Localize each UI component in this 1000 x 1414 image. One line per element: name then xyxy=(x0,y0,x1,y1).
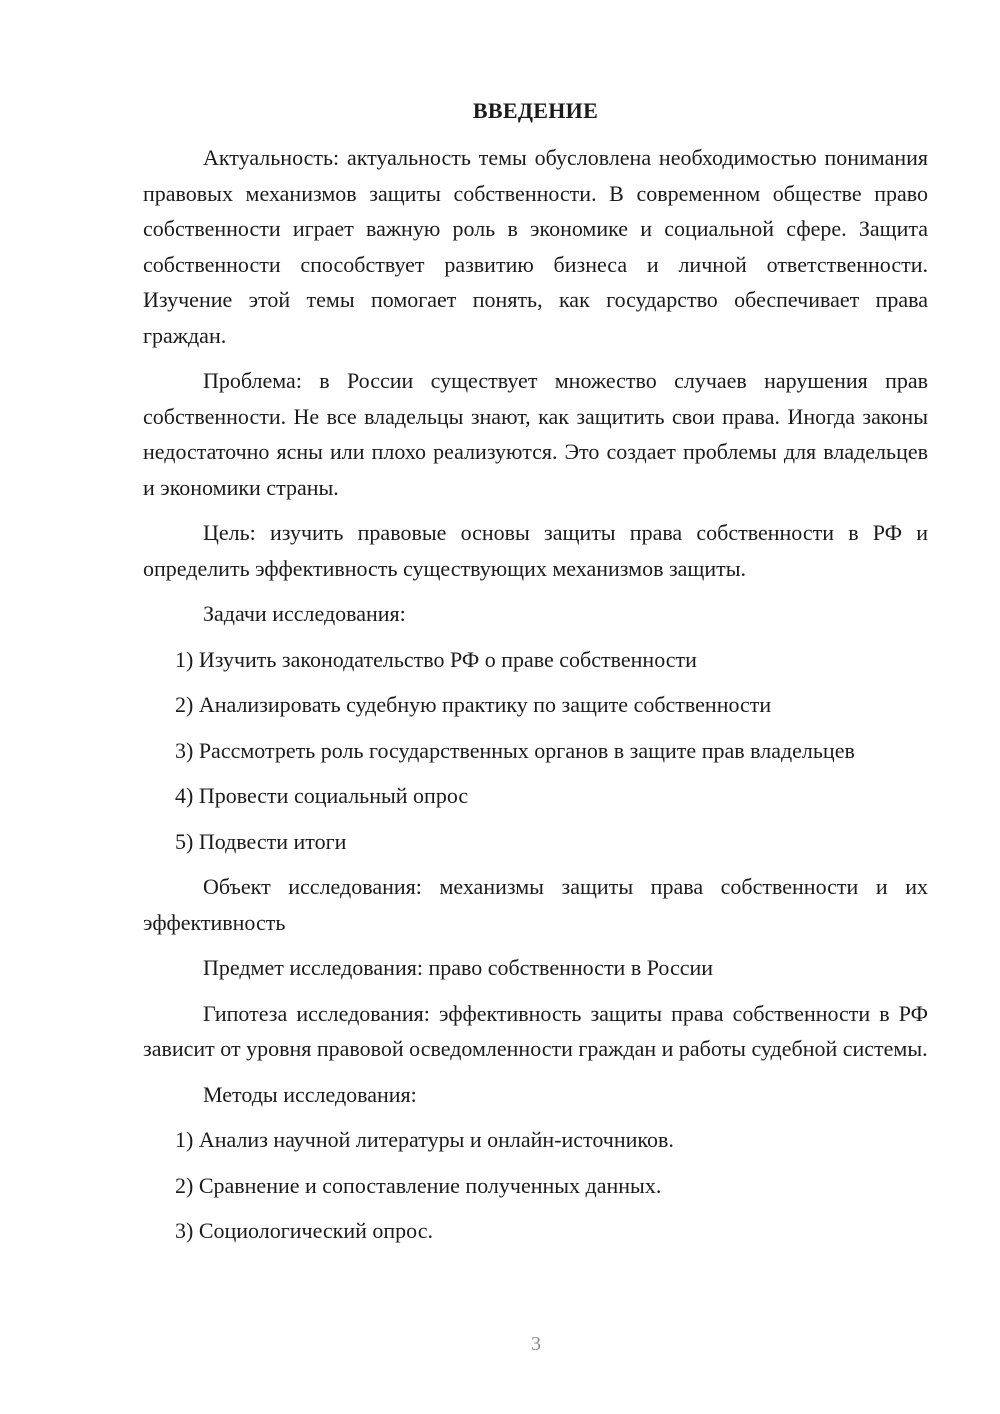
subject-paragraph: Предмет исследования: право собственности в России xyxy=(203,955,714,980)
relevance-paragraph: Актуальность: актуальность темы обусловлена необходимостью понимания правовых механизмов защиты собственности. В современном обществе право собственности играет важную роль в экономике и социальной сфере. Защита собственности способствует развитию бизнеса и личной ответственности. Изучение этой темы помогает понять, как государство обеспечивает права граждан. xyxy=(143,145,928,348)
task-item-4: 4) Провести социальный опрос xyxy=(175,783,469,808)
goal-paragraph: Цель: изучить правовые основы защиты права собственности в РФ и определить эффективность существующих механизмов защиты. xyxy=(143,520,928,581)
method-item-1: 1) Анализ научной литературы и онлайн-источников. xyxy=(175,1127,674,1152)
object-paragraph: Объект исследования: механизмы защиты права собственности и их эффективность xyxy=(143,874,928,935)
methods-heading: Методы исследования: xyxy=(203,1081,417,1107)
page-number: 3 xyxy=(531,1333,541,1355)
method-item-3: 3) Социологический опрос. xyxy=(175,1218,433,1243)
task-item-5: 5) Подвести итоги xyxy=(175,828,347,854)
problem-paragraph: Проблема: в России существует множество случаев нарушения прав собственности. Не все владельцы знают, как защитить свои права. Иногда законы недостаточно ясны или плохо реализуются. Это создает проблемы для владельцев и экономики страны. xyxy=(143,368,928,500)
task-item-3: 3) Рассмотреть роль государственных органов в защите прав владельцев xyxy=(175,737,855,763)
page-content xyxy=(143,96,928,1259)
task-item-1: 1) Изучить законодательство РФ о праве собственности xyxy=(175,646,697,672)
tasks-heading: Задачи исследования: xyxy=(203,601,406,626)
section-title: ВВЕДЕНИЕ xyxy=(472,98,599,123)
method-item-2: 2) Сравнение и сопоставление полученных данных. xyxy=(175,1172,662,1198)
task-item-2: 2) Анализировать судебную практику по защите собственности xyxy=(175,692,772,717)
hypothesis-paragraph: Гипотеза исследования: эффективность защиты права собственности в РФ зависит от уровня правовой осведомленности граждан и работы судебной системы. xyxy=(143,1000,928,1061)
